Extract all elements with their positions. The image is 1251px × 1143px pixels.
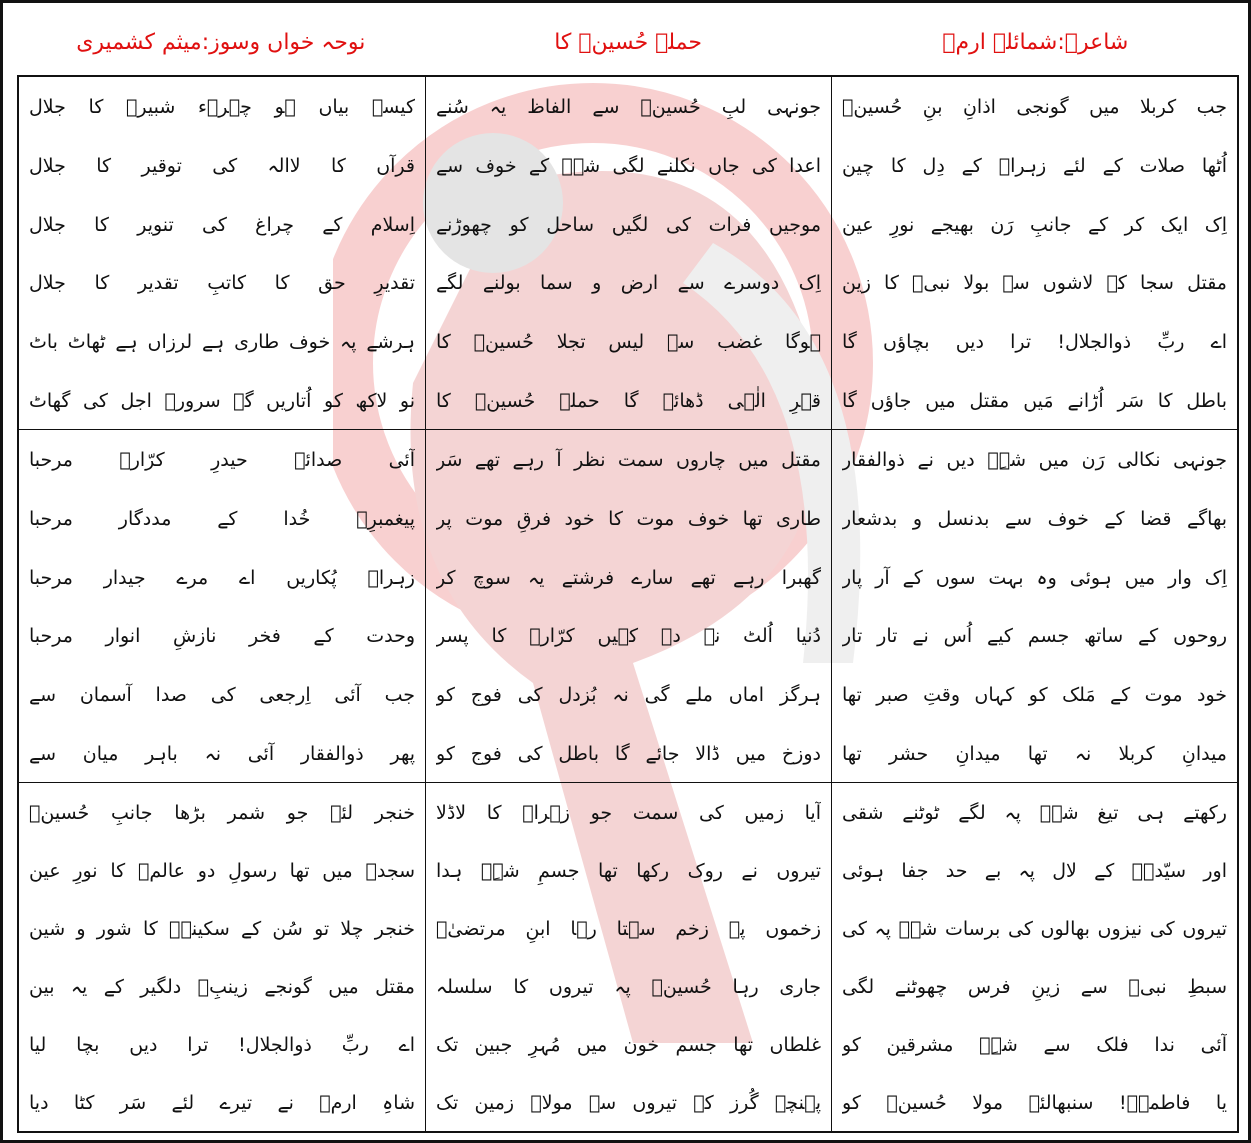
verse-line: گھبرا رہے تھے سارے فرشتے یہ سوچ کر: [436, 566, 821, 589]
stanza-6: [19, 430, 425, 783]
lyrics-grid: [17, 75, 1239, 1133]
verse-line: آئی ندا فلک سے شہِؑ مشرقین کو: [842, 1034, 1227, 1056]
stanza-8: [425, 783, 831, 1131]
verse-line: روحوں کے ساتھ جسم کیے اُس نے تار تار: [842, 625, 1227, 648]
verse-line: آیا زمیں کی سمت جو زہراؑ کا لاڈلا: [436, 802, 821, 824]
verse-line: پیغمبرِؐ خُدا کے مددگار مرحبا: [29, 507, 415, 530]
verse-line: رکھتے ہی تیغ شہؑ پہ لگے ٹوٹنے شقی: [842, 802, 1227, 824]
verse-line: طاری تھا خوف موت کا خود فرقِ موت پر: [436, 507, 821, 530]
verse-line: اِک دوسرے سے ارض و سما بولنے لگے: [436, 272, 821, 295]
verse-line: نو لاکھ کو اُتاریں گے سرورؑ اجل کی گھاٹ: [29, 389, 415, 412]
verse-line: پہنچے گُرز کے تیروں سے مولاؑ زمین تک: [436, 1092, 821, 1114]
verse-line: قرآں کا لاالہ کی توقیر کا جلال: [29, 154, 415, 177]
poet-credit: شاعرہ:شمائلہ ارمؔ: [942, 30, 1129, 55]
stanza-7: [831, 783, 1237, 1131]
verse-line: سجدے میں تھا رسولِ دو عالمؐ کا نورِ عین: [29, 860, 415, 882]
verse-line: غلطاں تھا جسم خون میں مُہرِ جبین تک: [436, 1034, 821, 1056]
verse-line: مقتل سجا کے لاشوں سے بولا نبیؐ کا زین: [842, 272, 1227, 295]
stanza-5: [425, 430, 831, 783]
verse-line: دوزخ میں ڈالا جائے گا باطل کی فوج کو: [436, 742, 821, 765]
verse-line: شاہِ ارمؔ نے تیرے لئے سَر کٹا دیا: [29, 1092, 415, 1114]
verse-line: تیروں نے روک رکھا تھا جسمِ شہِؑ ہدا: [436, 860, 821, 882]
verse-line: اور سیّدہؑ کے لال پہ بے حد جفا ہوئی: [842, 860, 1227, 882]
verse-line: مقتل میں چاروں سمت نظر آ رہے تھے سَر: [436, 449, 821, 471]
noha-title: حملہ حُسینؑ کا: [554, 30, 702, 55]
stanza-3: [19, 77, 425, 430]
verse-line: خنجر لئے جو شمر بڑھا جانبِ حُسینؑ: [29, 802, 415, 824]
verse-line: اِسلام کے چراغ کی تنویر کا جلال: [29, 213, 415, 236]
verse-line: زخموں پہ زخم سہتا رہا ابنِ مرتضیٰؑ: [436, 918, 821, 940]
verse-line: کیسے بیاں ہو چہرہء شبیرؑ کا جلال: [29, 96, 415, 118]
verse-line: آئی صدائے حیدرِ کرّارؑ مرحبا: [29, 449, 415, 471]
verse-line: جب کربلا میں گونجی اذانِ بنِ حُسینؑ: [842, 96, 1227, 118]
verse-line: ہوگا غضب سے لیس تجلا حُسینؑ کا: [436, 331, 821, 354]
verse-line: قہرِ الٰہی ڈھائے گا حملہ حُسینؑ کا: [436, 389, 821, 412]
verse-line: اِک وار میں ہوئی وہ بہت سوں کے آر پار: [842, 566, 1227, 589]
verse-line: خنجر چلا تو سُن کے سکینہؑ کا شور و شین: [29, 918, 415, 940]
verse-line: بھاگے قضا کے خوف سے بدنسل و بدشعار: [842, 507, 1227, 530]
verse-line: دُنیا اُلٹ نہ دے کہیں کرّارؑ کا پسر: [436, 625, 821, 648]
verse-line: یا فاطمہؑ! سنبھالئے مولا حُسینؑ کو: [842, 1092, 1227, 1114]
verse-line: اِک ایک کر کے جانبِ رَن بھیجے نورِ عین: [842, 213, 1227, 236]
verse-line: اے ربِّ ذوالجلال! ترا دیں بچا لیا: [29, 1034, 415, 1056]
verse-line: جب آئی اِرجعی کی صدا آسمان سے: [29, 684, 415, 707]
verse-line: خود موت کے مَلک کو کہاں وقتِ صبر تھا: [842, 684, 1227, 707]
verse-line: سبطِ نبیؐ سے زینِ فرس چھوٹنے لگی: [842, 976, 1227, 998]
verse-line: ہرشے پہ خوف طاری ہے لرزاں ہے ٹھاٹ باٹ: [29, 331, 415, 354]
verse-line: جونہی نکالی رَن میں شہِؑ دیں نے ذوالفقار: [842, 449, 1227, 471]
verse-line: تیروں کی نیزوں بھالوں کی برسات شہؑ پہ کی: [842, 918, 1227, 940]
verse-line: موجیں فرات کی لگیں ساحل کو چھوڑنے: [436, 213, 821, 236]
verse-line: اُٹھا صلات کے لئے زہراؑ کے دِل کا چین: [842, 154, 1227, 177]
stanza-4: [831, 430, 1237, 783]
stanza-9: [19, 783, 425, 1131]
verse-line: مقتل میں گونجے زینبِؑ دلگیر کے یہ بین: [29, 976, 415, 998]
verse-line: اے ربِّ ذوالجلال! ترا دیں بچاؤں گا: [842, 331, 1227, 354]
verse-line: ہرگز اماں ملے گی نہ بُزدل کی فوج کو: [436, 684, 821, 707]
stanza-1: [831, 77, 1237, 430]
verse-line: زہراؑ پُکاریں اے مرے جیدار مرحبا: [29, 566, 415, 589]
verse-line: جونہی لبِ حُسینؑ سے الفاظ یہ سُنے: [436, 96, 821, 118]
verse-line: باطل کا سَر اُڑانے مَیں مقتل میں جاؤں گا: [842, 389, 1227, 412]
header-row: [17, 13, 1239, 73]
verse-line: میدانِ کربلا نہ تھا میدانِ حشر تھا: [842, 742, 1227, 765]
verse-line: تقدیرِ حق کا کاتبِ تقدیر کا جلال: [29, 272, 415, 295]
verse-line: جاری رہا حُسینؑ پہ تیروں کا سلسلہ: [436, 976, 821, 998]
verse-line: وحدت کے فخر نازشِ انوار مرحبا: [29, 625, 415, 648]
verse-line: پھر ذوالفقار آئی نہ باہر میان سے: [29, 742, 415, 765]
reciter-credit: نوحہ خواں وسوز:میثم کشمیری: [76, 30, 366, 55]
verse-line: اعدا کی جاں نکلنے لگی شہؑ کے خوف سے: [436, 154, 821, 177]
stanza-2: [425, 77, 831, 430]
